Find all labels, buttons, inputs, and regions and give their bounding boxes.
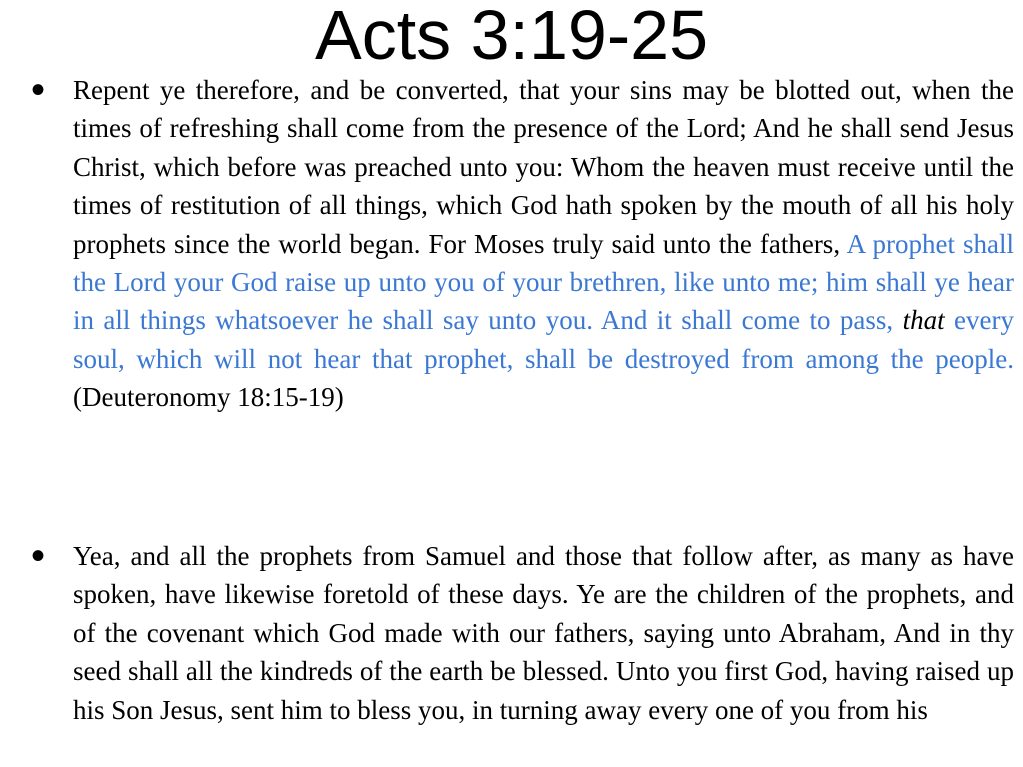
scripture-reference: (Deuteronomy 18:15-19) bbox=[73, 382, 344, 413]
bullet-text-2: Yea, and all the prophets from Samuel and those that follow after, as many as have spoken, have likewise foretold of these days. Ye are the children of the prophets, and of the covenant which God made with our fathers, saying unto Abraham, And in thy seed shall all the kindreds of the earth be blessed. Unto you first God, having raised up his Son Jesus, sent him to bless you, in turning away every one of you from his bbox=[73, 541, 1014, 725]
quote-part-1: A prophet shall the Lord your God raise up unto you of your brethren, like unto me; him shall ye hear in all things whatsoever he shall say unto you. And it shall come to pass, bbox=[73, 228, 1014, 336]
bullet-dot-icon: • bbox=[31, 68, 46, 112]
bullet-dot-icon: • bbox=[31, 534, 46, 578]
slide-title: Acts 3:19-25 bbox=[315, 0, 708, 74]
bullet-text-1 bbox=[73, 71, 1014, 417]
verse-text: Repent ye therefore, and be converted, that your sins may be blotted out, when the times of refreshing shall come from the presence of the Lord; And he shall send Jesus Christ, which before was preached unto you: Whom the heaven must receive until the times of restitution of all things, which God hath spoken by the mouth of all his holy prophets since the world began. For Moses truly said unto the fathers, bbox=[73, 75, 1014, 259]
quote-part-2: every soul, which will not hear that prophet, shall be destroyed from among the people. bbox=[73, 305, 1014, 374]
quote-italic-word: that bbox=[902, 305, 945, 336]
